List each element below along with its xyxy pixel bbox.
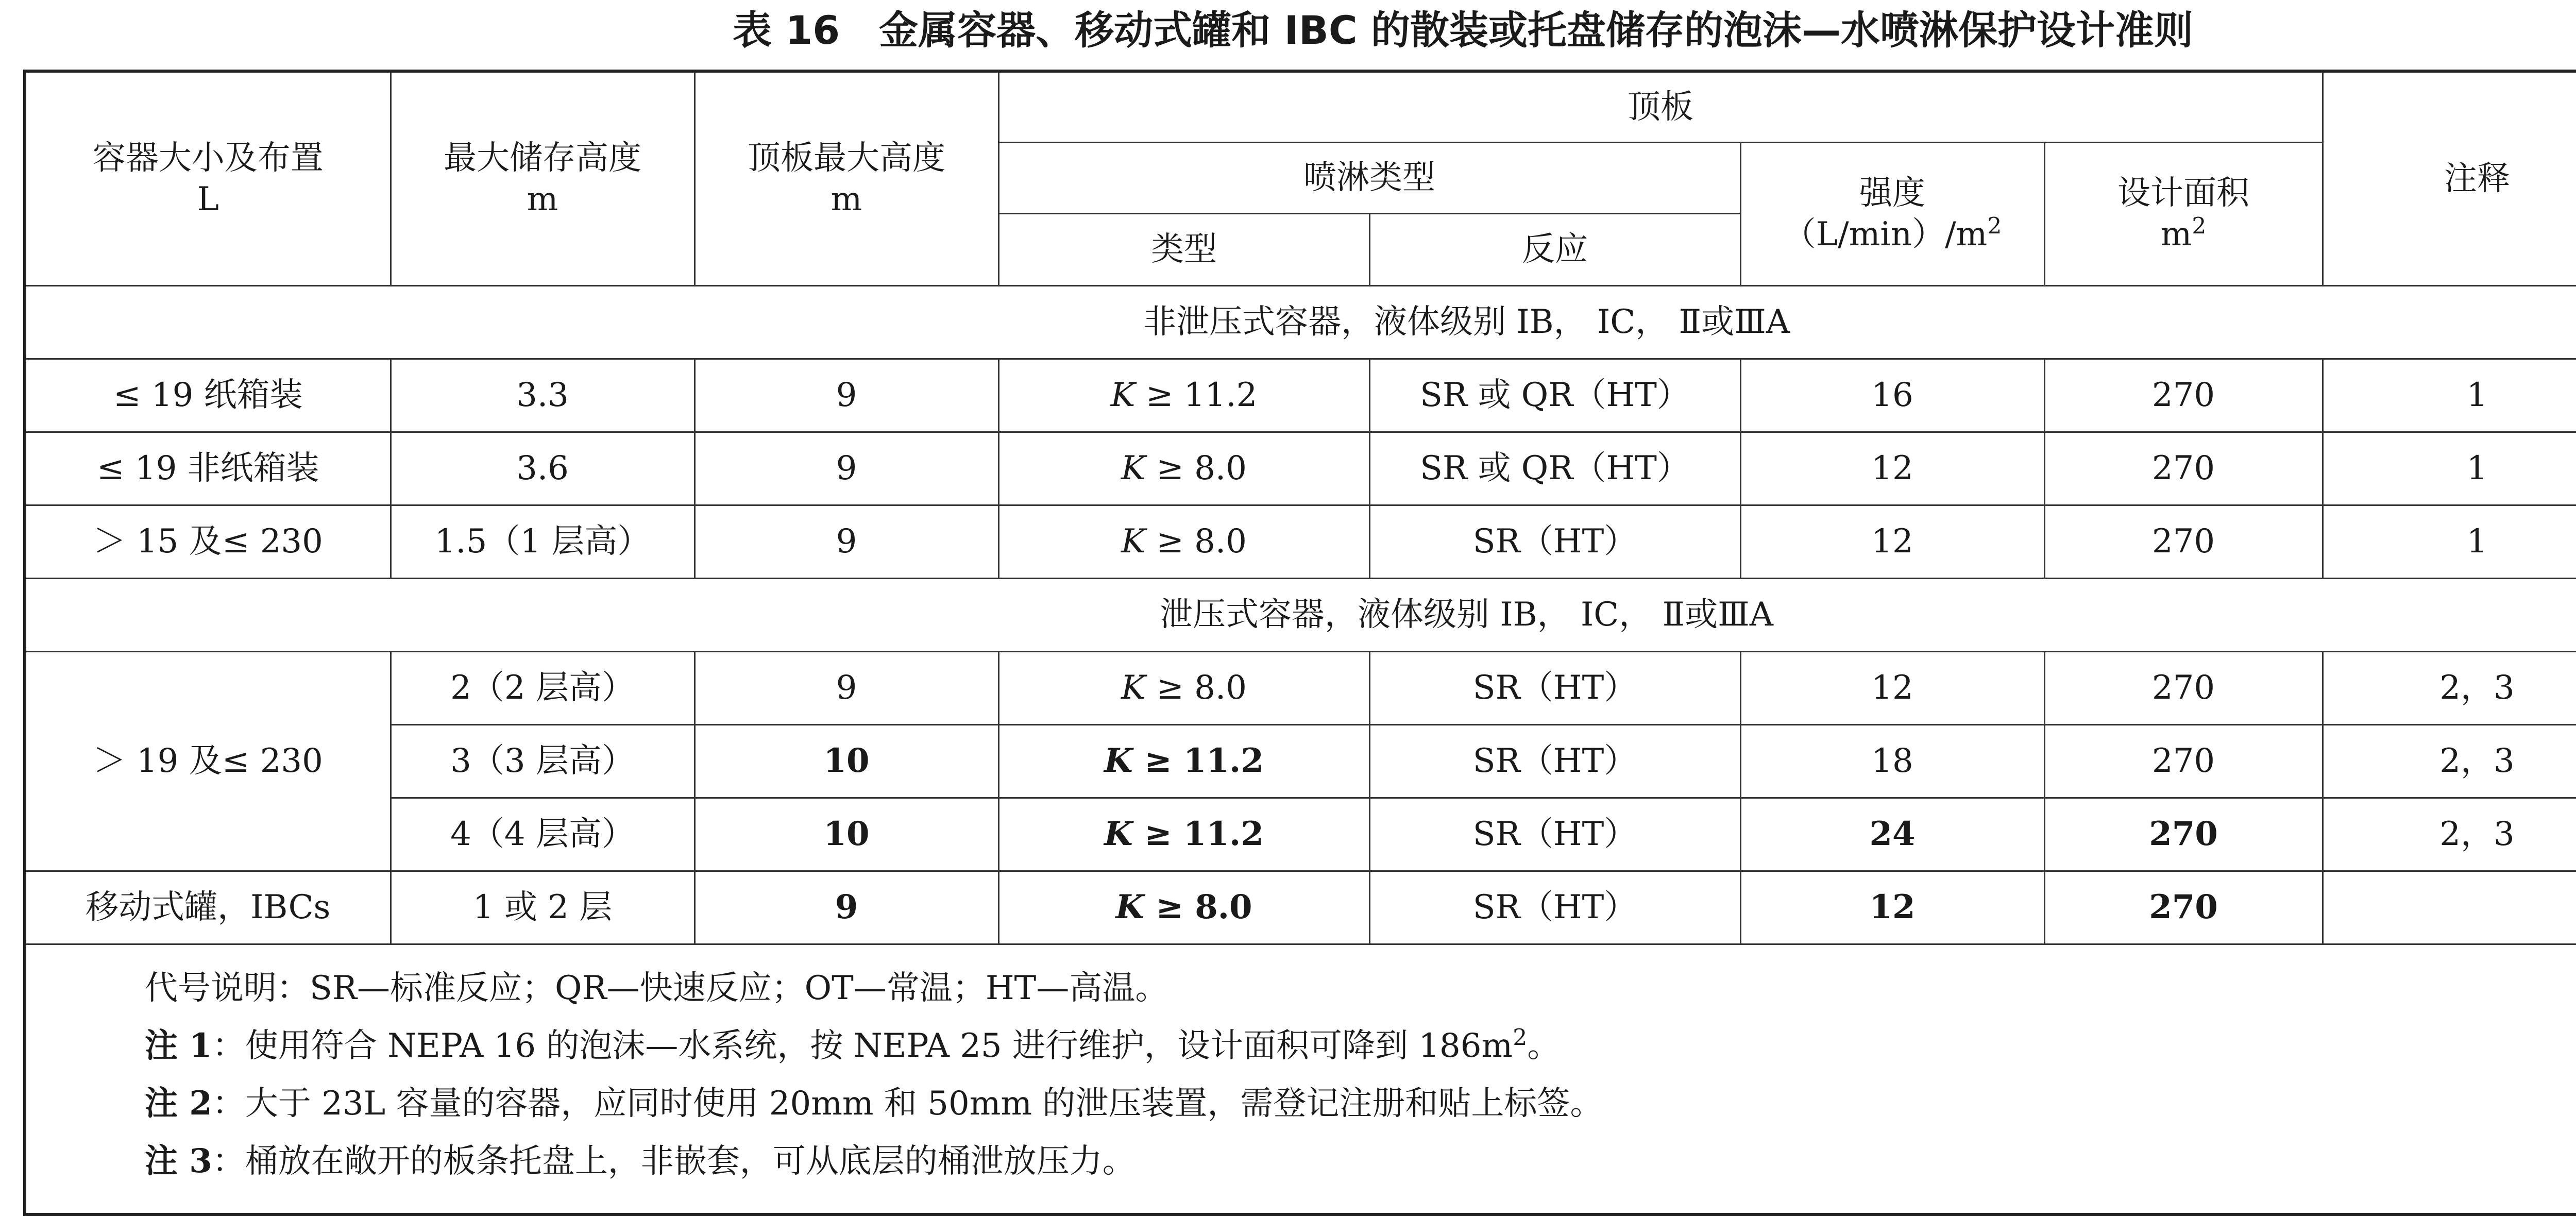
section-relieving: 泄压式容器，液体级别 IB， IC， Ⅱ或ⅢA <box>25 578 2576 651</box>
cell-area: 270 <box>2044 359 2323 432</box>
cell-type-value: ≥ 11.2 <box>1132 815 1264 853</box>
cell-type-value: ≥ 11.2 <box>1132 741 1264 780</box>
cell-size: ≤ 19 纸箱装 <box>25 359 391 432</box>
cell-density: 18 <box>1740 724 2044 798</box>
cell-ceiling: 9 <box>694 432 998 505</box>
header-sprinkler-type: 喷淋类型 <box>998 142 1740 213</box>
cell-storage: 1 或 2 层 <box>391 871 694 944</box>
cell-storage: 1.5（1 层高） <box>391 505 694 578</box>
header-response: 反应 <box>1369 213 1740 285</box>
header-max-ceiling-height-unit: m <box>831 180 862 218</box>
header-size-layout-label: 容器大小及布置 <box>92 139 324 177</box>
header-density-label: 强度 <box>1859 174 1925 212</box>
header-max-storage-height <box>391 71 694 285</box>
cell-type-k: K <box>1121 669 1146 707</box>
cell-type <box>998 651 1369 724</box>
cell-density: 16 <box>1740 359 2044 432</box>
cell-storage: 3（3 层高） <box>391 724 694 798</box>
note-2-text: ：大于 23L 容量的容器，应同时使用 20mm 和 50mm 的泄压装置，需登记注册和贴上标签。 <box>212 1084 1603 1123</box>
cell-type <box>998 505 1369 578</box>
cell-density: 12 <box>1740 651 2044 724</box>
header-remarks: 注释 <box>2323 71 2576 285</box>
section-non-relieving: 非泄压式容器，液体级别 IB， IC， Ⅱ或ⅢA <box>25 285 2576 359</box>
cell-type-k: K <box>1104 815 1133 853</box>
cell-storage: 2（2 层高） <box>391 651 694 724</box>
cell-density: 12 <box>1740 871 2044 944</box>
note-3 <box>145 1133 2576 1190</box>
header-density-unit-sup: 2 <box>1987 213 2002 240</box>
cell-density: 24 <box>1740 798 2044 871</box>
cell-density: 12 <box>1740 432 2044 505</box>
cell-ceiling: 9 <box>694 359 998 432</box>
note-1-end: 。 <box>1527 1026 1561 1065</box>
cell-type <box>998 432 1369 505</box>
cell-storage: 3.3 <box>391 359 694 432</box>
header-size-layout <box>25 71 391 285</box>
cell-type <box>998 798 1369 871</box>
cell-type-k: K <box>1121 449 1146 487</box>
table-row <box>25 651 2576 724</box>
cell-response: SR（HT） <box>1369 651 1740 724</box>
notes-block <box>25 944 2576 1214</box>
cell-ceiling: 9 <box>694 651 998 724</box>
note-3-label: 注 3 <box>145 1141 212 1180</box>
cell-remarks: 1 <box>2323 359 2576 432</box>
cell-response: SR 或 QR（HT） <box>1369 432 1740 505</box>
cell-remarks: 2，3 <box>2323 651 2576 724</box>
cell-area: 270 <box>2044 432 2323 505</box>
cell-type <box>998 724 1369 798</box>
cell-type-k: K <box>1121 522 1146 561</box>
cell-type-value: ≥ 11.2 <box>1135 376 1258 414</box>
cell-size: ＞ 15 及≤ 230 <box>25 505 391 578</box>
cell-response: SR（HT） <box>1369 871 1740 944</box>
cell-type <box>998 359 1369 432</box>
note-2 <box>145 1075 2576 1133</box>
cell-type-value: ≥ 8.0 <box>1145 669 1247 707</box>
header-max-ceiling-height <box>694 71 998 285</box>
header-type: 类型 <box>998 213 1369 285</box>
header-density <box>1740 142 2044 285</box>
cell-ceiling: 10 <box>694 798 998 871</box>
table-title: 表 16 金属容器、移动式罐和 IBC 的散装或托盘储存的泡沫—水喷淋保护设计准则 <box>732 7 2194 53</box>
table-row <box>25 432 2576 505</box>
header-design-area-unit-sup: 2 <box>2192 213 2207 240</box>
header-density-unit: （L/min）/m <box>1783 215 1988 254</box>
cell-area: 270 <box>2044 651 2323 724</box>
note-2-label: 注 2 <box>145 1084 212 1123</box>
cell-storage: 3.6 <box>391 432 694 505</box>
table-row <box>25 798 2576 871</box>
table-row <box>25 359 2576 432</box>
cell-type-k: K <box>1104 741 1133 780</box>
cell-remarks: 1 <box>2323 432 2576 505</box>
cell-ceiling: 9 <box>694 871 998 944</box>
cell-density: 12 <box>1740 505 2044 578</box>
note-3-text: ：桶放在敞开的板条托盘上，非嵌套，可从底层的桶泄放压力。 <box>212 1142 1136 1180</box>
cell-size-group: ＞ 19 及≤ 230 <box>25 651 391 871</box>
header-design-area <box>2044 142 2323 285</box>
table-row <box>25 724 2576 798</box>
cell-remarks <box>2323 871 2576 944</box>
cell-type-value: ≥ 8.0 <box>1145 449 1247 487</box>
cell-ceiling: 9 <box>694 505 998 578</box>
cell-area: 270 <box>2044 505 2323 578</box>
header-max-storage-height-label: 最大储存高度 <box>444 139 641 177</box>
cell-type-k: K <box>1110 376 1136 414</box>
cell-area: 270 <box>2044 798 2323 871</box>
cell-remarks: 2，3 <box>2323 724 2576 798</box>
cell-remarks: 2，3 <box>2323 798 2576 871</box>
cell-area: 270 <box>2044 871 2323 944</box>
note-1-label: 注 1 <box>145 1026 212 1065</box>
note-1-text: ：使用符合 NEPA 16 的泡沫—水系统，按 NEPA 25 进行维护，设计面积可降到 186m <box>212 1026 1513 1065</box>
cell-type-value: ≥ 8.0 <box>1145 522 1247 561</box>
header-ceiling: 顶板 <box>998 71 2323 142</box>
cell-size: 移动式罐，IBCs <box>25 871 391 944</box>
header-design-area-label: 设计面积 <box>2117 174 2249 212</box>
table-row <box>25 505 2576 578</box>
cell-storage: 4（4 层高） <box>391 798 694 871</box>
cell-response: SR（HT） <box>1369 505 1740 578</box>
note-1-sup: 2 <box>1513 1024 1528 1051</box>
cell-remarks: 1 <box>2323 505 2576 578</box>
header-design-area-unit: m <box>2160 215 2192 254</box>
design-criteria-table <box>23 70 2576 1216</box>
legend-line: 代号说明：SR—标准反应；QR—快速反应；OT—常温；HT—高温。 <box>145 969 1168 1007</box>
cell-response: SR（HT） <box>1369 798 1740 871</box>
cell-response: SR 或 QR（HT） <box>1369 359 1740 432</box>
note-1 <box>145 1017 2576 1075</box>
header-max-storage-height-unit: m <box>527 180 558 218</box>
table-row <box>25 871 2576 944</box>
cell-response: SR（HT） <box>1369 724 1740 798</box>
cell-area: 270 <box>2044 724 2323 798</box>
cell-size: ≤ 19 非纸箱装 <box>25 432 391 505</box>
header-size-layout-unit: L <box>197 180 219 218</box>
cell-type <box>998 871 1369 944</box>
cell-type-k: K <box>1115 888 1145 926</box>
cell-ceiling: 10 <box>694 724 998 798</box>
header-max-ceiling-height-label: 顶板最大高度 <box>748 139 945 177</box>
cell-type-value: ≥ 8.0 <box>1144 888 1252 926</box>
